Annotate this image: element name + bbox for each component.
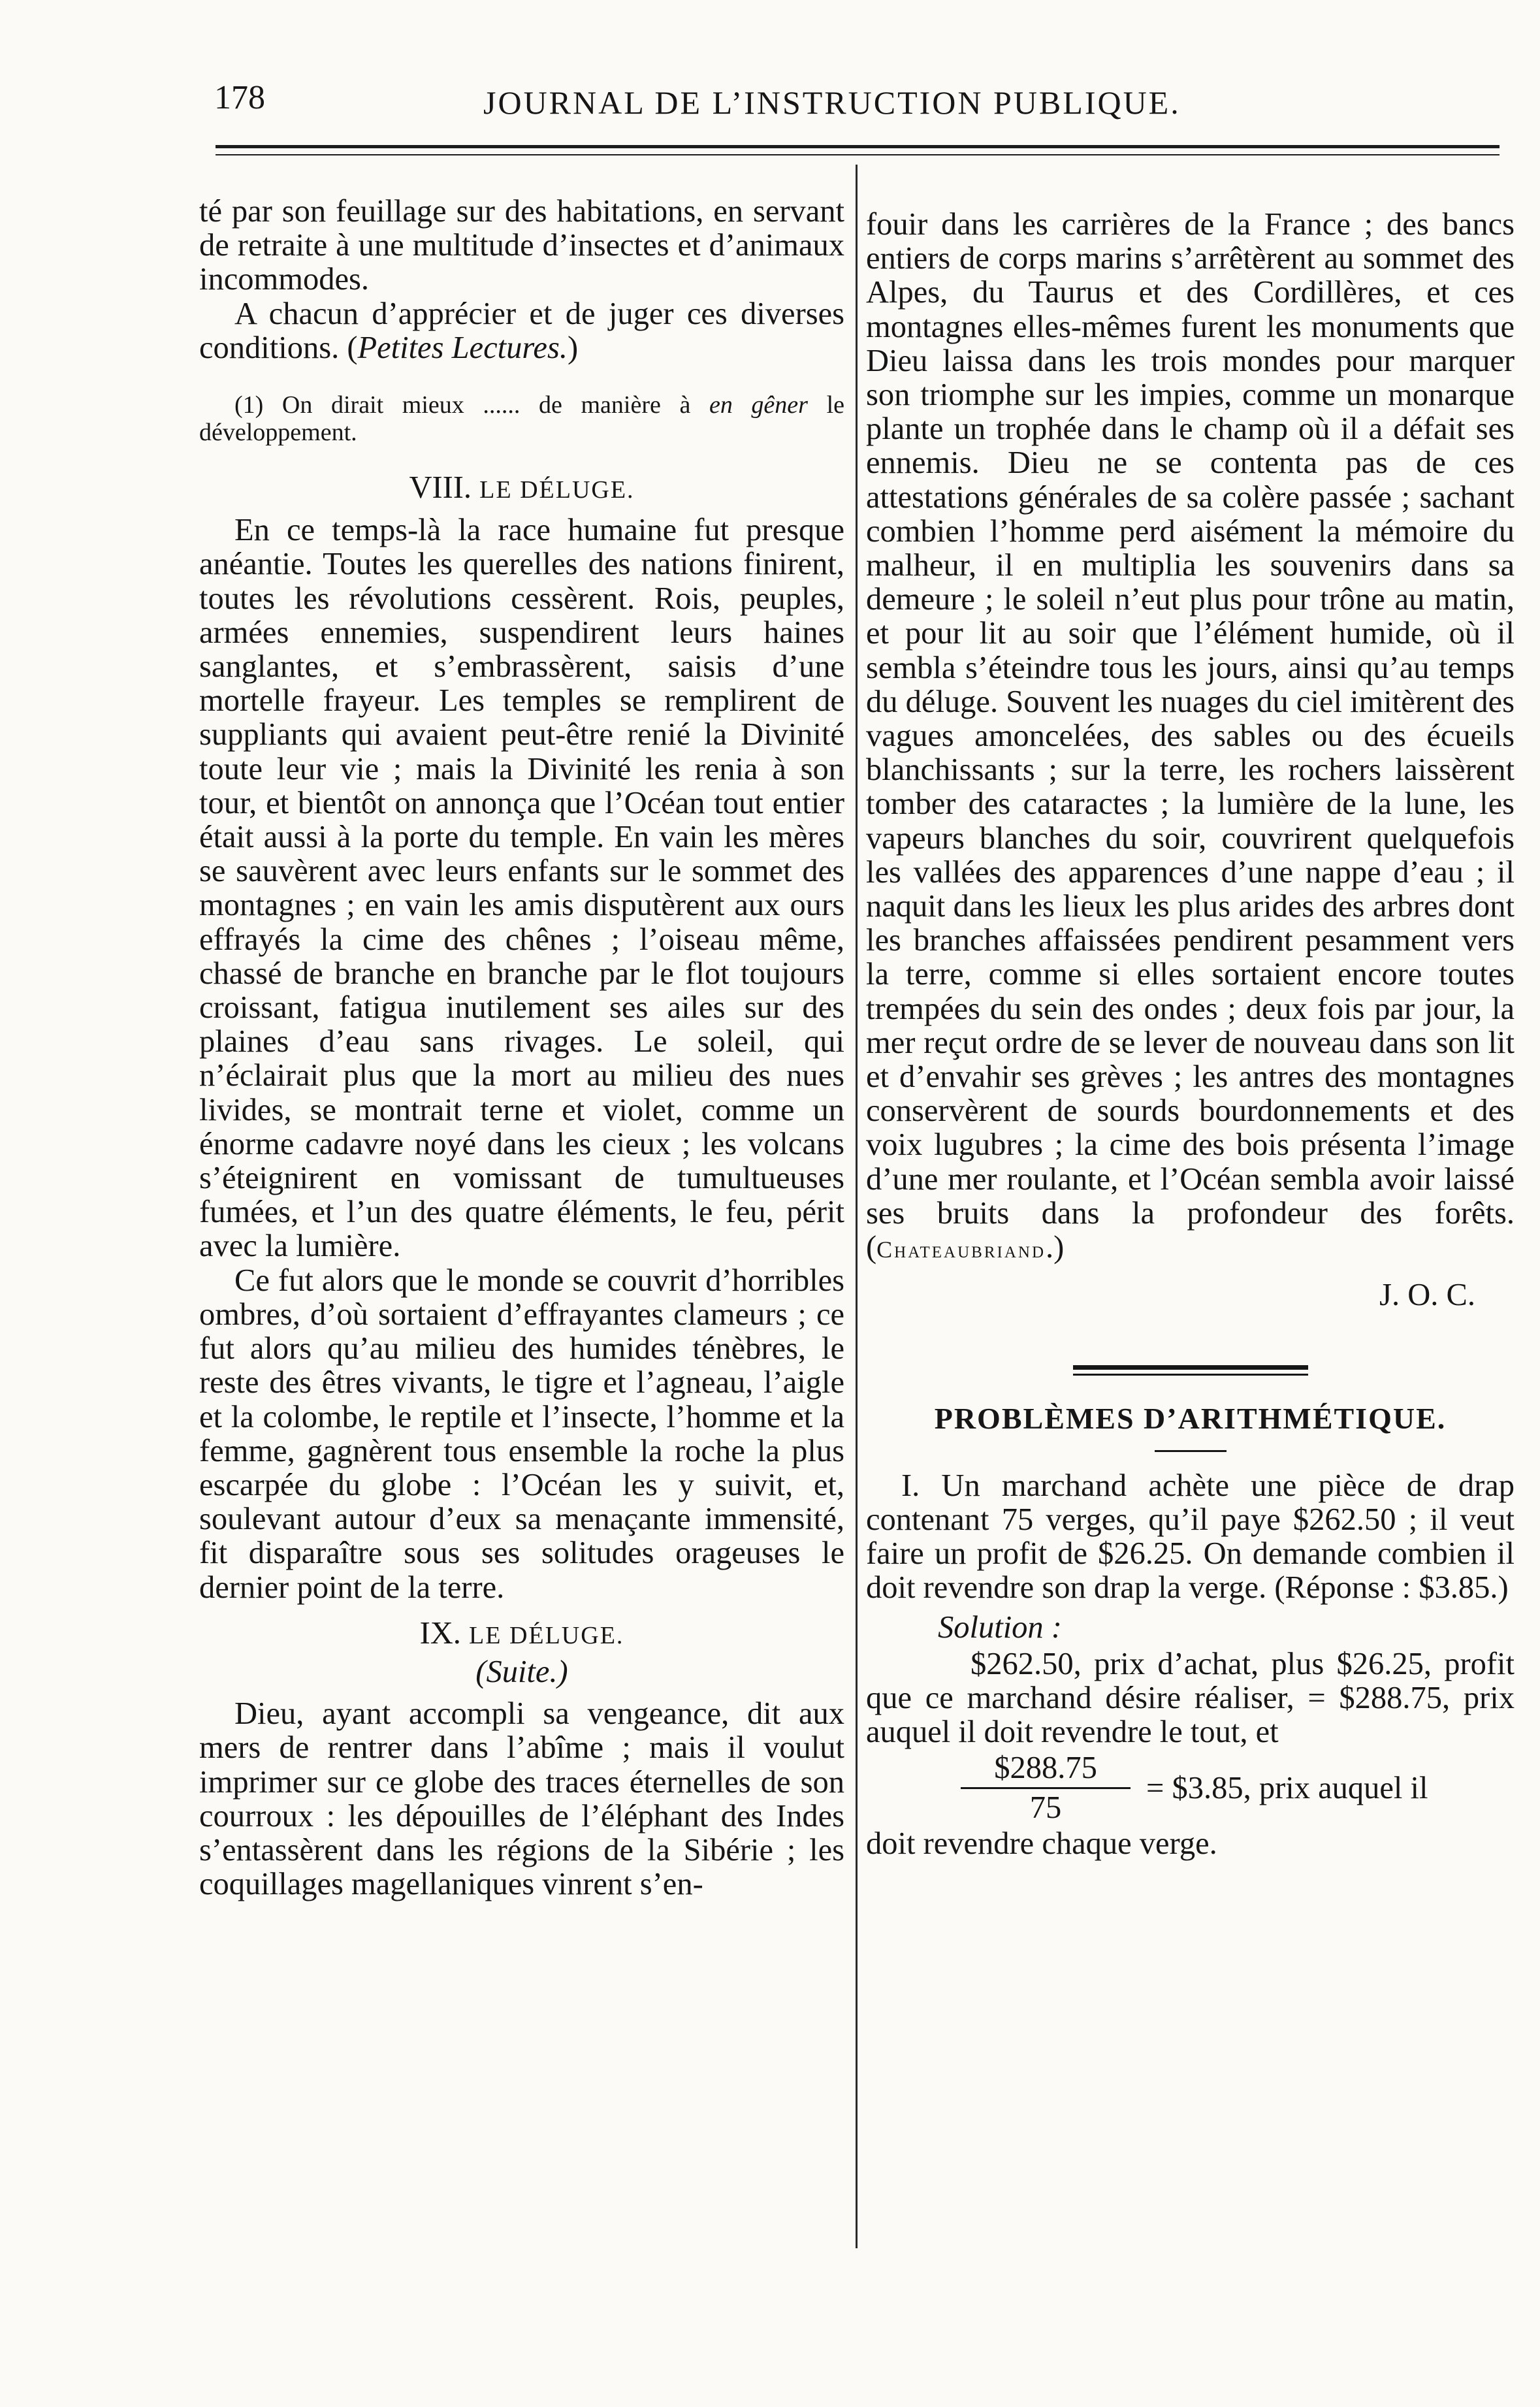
fraction-equation <box>961 1749 1515 1827</box>
running-title: JOURNAL DE L’INSTRUCTION PUBLIQUE. <box>483 84 1181 121</box>
section-rule-thick <box>1073 1365 1308 1370</box>
footnote-tail: le développement. <box>199 391 845 447</box>
section-number: IX. <box>419 1615 461 1651</box>
closing-source: Petites Lectures. <box>357 330 568 365</box>
solution-label: Solution : <box>938 1609 1062 1645</box>
section-title: LE DÉLUGE. <box>479 476 635 504</box>
source-attribution: Chateaubriand <box>876 1236 1046 1263</box>
section8-paragraph-1: En ce temps-là la race humaine fut presque anéantie. Toutes les querelles des nations finirent, toutes les révolutions cessèrent. Rois, peuples, armées ennemies, suspendirent leurs haines sanglantes, et s’embrassèrent, saisis d’une mortelle frayeur. Les temples se remplirent de suppliants qui avaient peut-être renié la Divinité toute leur vie ; mais la Divinité les renia à son tour, et bientôt on annonça que l’Océan tout entier était aussi à la porte du temple. En vain les mères se sauvèrent avec leurs enfants sur le sommet des montagnes ; en vain les amis disputèrent aux ours effrayés la cime des chênes ; l’oiseau même, chassé de branche en branche par le flot toujours croissant, fatigua inutilement ses ailes sur des plaines d’eau sans rivages. Le soleil, qui n’éclairait plus que la mort au milieu des nues livides, se montrait terne et violet, comme un énorme cadavre noyé dans les cieux ; les volcans s’éteignirent en vomissant de tumultueuses fumées, et l’un des quatre éléments, le feu, périt avec la lumière. <box>199 513 844 1264</box>
section-heading-ix <box>199 1617 844 1653</box>
section-heading-viii <box>199 471 844 507</box>
page-number: 178 <box>214 79 265 116</box>
section8-paragraph-2: Ce fut alors que le monde se couvrit d’horribles ombres, d’où sortaient d’effrayantes clameurs ; ce fut alors qu’au milieu des humides ténèbres, le reste des êtres vivants, le tigre et l’agneau, l’aigle et la colombe, le reptile et l’insecte, l’homme et la femme, gagnèrent tous ensemble la roche la plus escarpée du globe : l’Océan les y suivit, et, soulevant autour d’eux sa menaçante immensité, fit disparaître sous ses solitudes orageuses le dernier point de la terre. <box>199 1263 844 1605</box>
footnote-text: (1) On dirait mieux ...... de manière à <box>234 391 691 419</box>
fraction-result: = $3.85, prix auquel il <box>1146 1770 1428 1805</box>
section-title: LE DÉLUGE. <box>469 1621 624 1649</box>
closing-paragraph: A chacun d’apprécier et de juger ces diverses conditions. (Petites Lectures.) <box>199 296 844 365</box>
section-number: VIII. <box>409 470 472 506</box>
problem-1: I. Un marchand achète une pièce de drap contenant 75 verges, qu’il paye $262.50 ; il veut faire un profit de $26.25. On demande combien il doit revendre son drap la verge. (Réponse : $3.85.) <box>866 1468 1515 1606</box>
section9-paragraph-end: fouir dans les carrières de la France ; des bancs entiers de corps marins s’arrêtèrent au sommet des Alpes, du Taurus et des Cordillères, et ces montagnes elles-mêmes furent les monuments que Dieu laissa dans les trois mondes pour marquer son triomphe sur les impies, comme un monarque plante un trophée dans le champ où il a défait ses ennemis. Dieu ne se contenta pas de ces attestations générales de sa colère passée ; sachant combien l’homme perd aisément la mémoire du malheur, il en multiplia les souvenirs dans sa demeure ; le soleil n’eut plus pour trône au matin, et pour lit au soir que l’élément humide, où il sembla s’éteindre tous les jours, ainsi qu’au temps du déluge. Souvent les nuages du ciel imitèrent des vagues amoncelées, des sables ou des écueils blanchissants ; sur la terre, les rochers laissèrent tomber des cataractes ; la lumière de la lune, les vapeurs blanches du soir, couvrirent quelquefois les vallées des apparences d’une nappe d’eau ; il naquit dans les lieux les plus arides des arbres dont les branches affaissées pendirent pesamment vers la terre, comme si elles sortaient encore toutes trempées du sein des ondes ; deux fois par jour, la mer reçut ordre de se lever de nouveau dans son lit et d’envahir ses grèves ; les antres des montagnes conservèrent de sourds bourdonnements et des voix lugubres ; la cime des bois présenta l’image d’une mer roulante, et l’Océan sembla avoir laissé ses bruits dans la profondeur des forêts. (Chateaubriand.) <box>866 207 1515 1265</box>
section-subtitle: (Suite.) <box>475 1654 568 1689</box>
header-rule-thin <box>216 154 1500 155</box>
left-column <box>199 195 844 1901</box>
section9-paragraph-start: Dieu, ayant accompli sa vengeance, dit aux mers de rentrer dans l’abîme ; mais il voulut imprimer sur ce globe des traces éternelles de son courroux : les dépouilles de l’éléphant des Indes s’entassèrent dans les régions de la Sibérie ; les coquillages magellaniques vinrent s’en- <box>199 1696 844 1902</box>
fraction <box>961 1749 1131 1827</box>
closing-text: A chacun d’apprécier et de juger ces diverses conditions. <box>199 296 844 365</box>
header-rule-thick <box>216 145 1500 148</box>
footnote-emphasis: en gêner <box>709 391 808 419</box>
continuation-paragraph: té par son feuillage sur des habitations, en servant de retraite à une multitude d’insectes et d’animaux incommodes. <box>199 194 844 297</box>
column-divider <box>856 165 858 2248</box>
heading-rule <box>1155 1450 1227 1452</box>
problems-heading: PROBLÈMES D’ARITHMÉTIQUE. <box>934 1401 1447 1435</box>
author-signature: J. O. C. <box>1379 1278 1475 1313</box>
fraction-denominator: 75 <box>1029 1790 1062 1826</box>
solution-end: doit revendre chaque verge. <box>866 1826 1217 1862</box>
right-column <box>866 208 1515 1862</box>
fraction-numerator: $288.75 <box>994 1751 1097 1786</box>
solution-text: $262.50, prix d’achat, plus $26.25, profit que ce marchand désire réaliser, = $288.75, prix auquel il doit revendre le tout, et <box>866 1646 1515 1750</box>
section-rule-thin <box>1073 1374 1308 1376</box>
footnote <box>199 391 844 446</box>
